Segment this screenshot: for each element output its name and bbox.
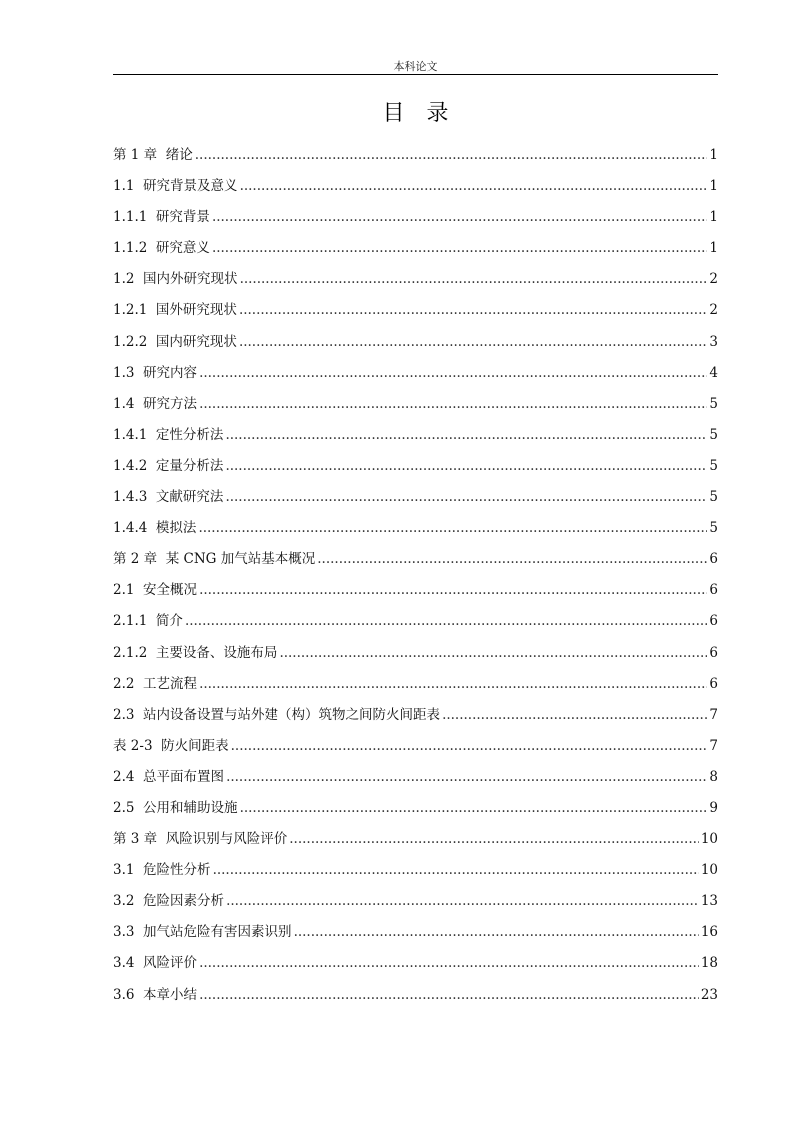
toc-entry-title: 2.3 站内设备设置与站外建（构）筑物之间防火间距表	[113, 706, 441, 723]
toc-dot-leader	[294, 917, 699, 948]
toc-entry[interactable]	[113, 264, 718, 295]
page-header: 本科论文	[393, 60, 438, 73]
toc-entry-title: 1.3 研究内容	[113, 364, 198, 381]
toc-entry-title: 2.2 工艺流程	[113, 675, 198, 692]
toc-entry-page-number: 10	[700, 862, 718, 879]
toc-entry[interactable]	[113, 793, 718, 824]
toc-entry-title: 1.4.3 文献研究法	[113, 489, 224, 506]
toc-entry[interactable]	[113, 731, 718, 762]
toc-entry[interactable]	[113, 233, 718, 264]
toc-entry[interactable]	[113, 420, 718, 451]
toc-entry[interactable]	[113, 202, 718, 233]
toc-entry-page-number: 1	[709, 178, 718, 195]
toc-dot-leader	[225, 420, 707, 451]
toc-dot-leader	[226, 762, 707, 793]
toc-entry-title: 1.1.2 研究意义	[113, 240, 210, 257]
toc-entry[interactable]	[113, 638, 718, 669]
toc-entry[interactable]	[113, 544, 718, 575]
toc-entry[interactable]	[113, 140, 718, 171]
toc-entry-title: 3.4 风险评价	[113, 955, 198, 972]
toc-entry-page-number: 7	[709, 706, 718, 723]
toc-entry-title: 1.4.2 定量分析法	[113, 457, 224, 474]
toc-dot-leader	[442, 700, 707, 731]
toc-entry-title: 1.1 研究背景及意义	[113, 178, 238, 195]
toc-dot-leader	[240, 793, 708, 824]
table-of-contents	[113, 140, 718, 1011]
toc-entry[interactable]	[113, 855, 718, 886]
toc-entry[interactable]	[113, 606, 718, 637]
toc-dot-leader	[185, 606, 707, 637]
toc-dot-leader	[239, 327, 707, 358]
toc-entry-page-number: 1	[709, 147, 718, 163]
toc-dot-leader	[317, 544, 707, 575]
toc-entry-title: 1.4.1 定性分析法	[113, 426, 224, 443]
toc-entry-title: 第 1 章 绪论	[113, 147, 193, 163]
toc-entry-title: 第 2 章 某 CNG 加气站基本概况	[113, 551, 316, 568]
toc-entry-page-number: 10	[700, 831, 718, 848]
toc-entry-page-number: 1	[709, 209, 718, 226]
toc-dot-leader	[279, 638, 707, 669]
toc-entry[interactable]	[113, 917, 718, 948]
toc-dot-leader	[199, 358, 707, 389]
toc-entry[interactable]	[113, 295, 718, 326]
toc-entry[interactable]	[113, 762, 718, 793]
toc-dot-leader	[199, 948, 699, 979]
toc-entry-title: 1.4.4 模拟法	[113, 520, 197, 537]
toc-entry[interactable]	[113, 327, 718, 358]
toc-entry-page-number: 3	[709, 333, 718, 350]
toc-entry-page-number: 16	[700, 924, 718, 941]
toc-dot-leader	[225, 482, 707, 513]
toc-entry-title: 1.2.2 国内研究现状	[113, 333, 237, 350]
toc-entry-title: 第 3 章 风险识别与风险评价	[113, 831, 288, 848]
toc-entry-title: 表 2-3 防火间距表	[113, 737, 229, 754]
toc-entry-page-number: 4	[709, 364, 718, 381]
toc-entry-page-number: 5	[709, 520, 718, 537]
toc-entry[interactable]	[113, 389, 718, 420]
toc-entry[interactable]	[113, 575, 718, 606]
toc-entry-page-number: 5	[709, 489, 718, 506]
toc-entry[interactable]	[113, 482, 718, 513]
toc-entry-page-number: 5	[709, 457, 718, 474]
toc-dot-leader	[240, 264, 708, 295]
toc-entry-page-number: 8	[709, 768, 718, 785]
toc-entry-title: 1.2 国内外研究现状	[113, 271, 238, 288]
toc-entry-title: 1.4 研究方法	[113, 395, 198, 412]
toc-entry-page-number: 5	[709, 426, 718, 443]
header-divider	[113, 74, 718, 75]
toc-dot-leader	[199, 389, 707, 420]
toc-entry[interactable]	[113, 513, 718, 544]
toc-dot-leader	[199, 575, 707, 606]
toc-entry-title: 2.1.1 简介	[113, 613, 183, 630]
toc-entry-title: 3.3 加气站危险有害因素识别	[113, 924, 292, 941]
toc-entry-page-number: 13	[700, 893, 718, 910]
toc-entry-title: 3.6 本章小结	[113, 986, 198, 1003]
toc-dot-leader	[213, 855, 699, 886]
toc-entry-title: 3.2 危险因素分析	[113, 893, 225, 910]
toc-entry-page-number: 6	[709, 675, 718, 692]
toc-entry-page-number: 23	[700, 986, 718, 1003]
toc-dot-leader	[199, 980, 699, 1011]
toc-entry-page-number: 18	[700, 955, 718, 972]
toc-entry[interactable]	[113, 669, 718, 700]
toc-entry-title: 1.1.1 研究背景	[113, 209, 210, 226]
toc-entry[interactable]	[113, 886, 718, 917]
toc-entry-page-number: 6	[709, 613, 718, 630]
toc-dot-leader	[240, 171, 708, 202]
toc-dot-leader	[225, 451, 707, 482]
toc-entry[interactable]	[113, 700, 718, 731]
toc-dot-leader	[199, 669, 707, 700]
toc-entry-title: 2.5 公用和辅助设施	[113, 799, 238, 816]
toc-entry-title: 2.1 安全概况	[113, 582, 198, 599]
toc-entry-page-number: 2	[709, 302, 718, 319]
toc-dot-leader	[212, 233, 707, 264]
toc-entry-page-number: 2	[709, 271, 718, 288]
toc-dot-leader	[239, 295, 707, 326]
toc-dot-leader	[289, 824, 699, 855]
toc-entry[interactable]	[113, 451, 718, 482]
toc-entry-page-number: 5	[709, 395, 718, 412]
toc-dot-leader	[198, 513, 707, 544]
toc-dot-leader	[231, 731, 708, 762]
toc-dot-leader	[212, 202, 707, 233]
toc-entry-title: 1.2.1 国外研究现状	[113, 302, 237, 319]
toc-entry-page-number: 6	[709, 644, 718, 661]
toc-dot-leader	[226, 886, 699, 917]
toc-entry-title: 2.4 总平面布置图	[113, 768, 225, 785]
toc-entry-title: 2.1.2 主要设备、设施布局	[113, 644, 278, 661]
toc-entry[interactable]	[113, 980, 718, 1011]
toc-entry-page-number: 1	[709, 240, 718, 257]
toc-entry-page-number: 6	[709, 551, 718, 568]
toc-entry-page-number: 9	[709, 799, 718, 816]
toc-entry[interactable]	[113, 824, 718, 855]
toc-dot-leader	[195, 140, 708, 171]
toc-entry-page-number: 7	[709, 737, 718, 754]
toc-entry[interactable]	[113, 948, 718, 979]
toc-entry[interactable]	[113, 171, 718, 202]
toc-entry-title: 3.1 危险性分析	[113, 862, 211, 879]
toc-entry[interactable]	[113, 358, 718, 389]
page-title: 目录	[382, 101, 471, 126]
toc-entry-page-number: 6	[709, 582, 718, 599]
